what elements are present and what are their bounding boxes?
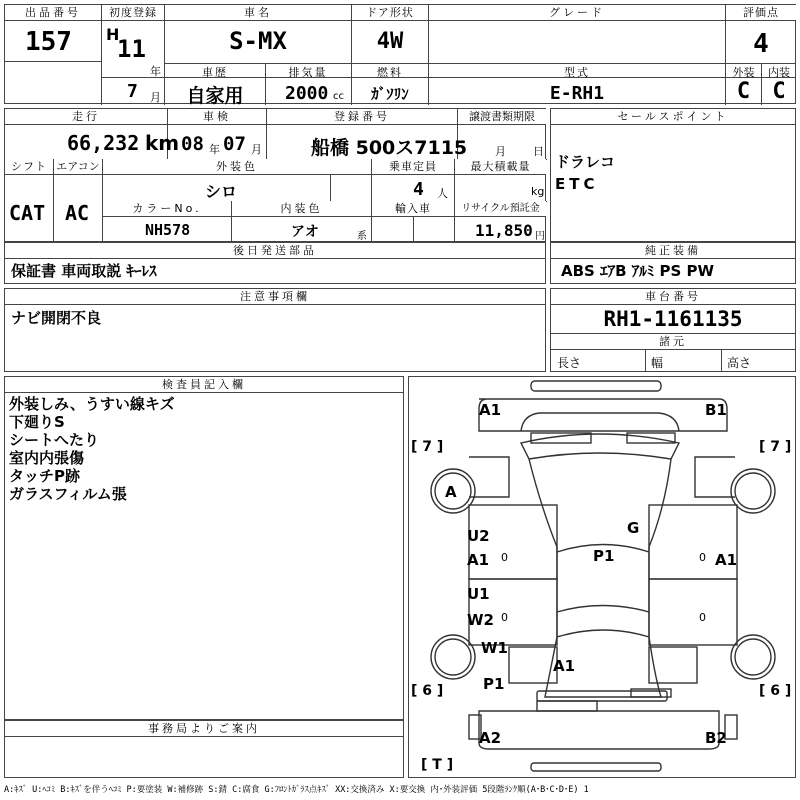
shift-label: シフト — [5, 159, 53, 175]
rear-lamp-right — [631, 689, 671, 697]
first-reg-year: 11 — [117, 35, 146, 63]
mark-zero-right: 0 — [699, 551, 706, 564]
mark-7-right: [ 7 ] — [759, 439, 792, 455]
lot-no: 157 — [25, 27, 72, 57]
equipment-label: 純正装備 — [551, 243, 795, 259]
office-label: 事務局よりご案内 — [5, 721, 403, 737]
header-panel — [4, 4, 796, 107]
int-color: アオ — [291, 224, 319, 240]
int-color-label: 内装色 — [232, 201, 371, 217]
caution-label: 注意事項欄 — [5, 289, 545, 305]
wheel-front-right — [731, 469, 775, 513]
capacity-unit: 人 — [437, 187, 448, 200]
parts-label: 後日発送部品 — [5, 243, 545, 259]
roof-rear-line — [557, 606, 649, 613]
transfer-label: 譲渡書類期限 — [458, 109, 546, 125]
recycle-label: リサイクル預託金 — [455, 201, 546, 217]
inspector-panel — [4, 376, 404, 720]
roof-shape — [529, 459, 671, 697]
mark-a1-front-left: A1 — [479, 401, 502, 419]
right-rear-door — [649, 579, 737, 645]
inspector-note-5: タッチP跡 — [9, 467, 80, 485]
shift: CAT — [9, 201, 46, 225]
front-bumper-shape — [531, 381, 661, 391]
details-panel — [4, 108, 546, 242]
ext-color: シロ — [205, 182, 238, 201]
caution-panel — [4, 288, 546, 372]
spec-height-label: 高さ — [727, 356, 752, 370]
transfer-month-unit: 月 — [495, 145, 506, 158]
car-name: S-MX — [229, 27, 287, 55]
chassis-number: RH1-1161135 — [603, 307, 743, 331]
mark-zero-left: 0 — [501, 551, 508, 564]
lot-no-label: 出品番号 — [5, 5, 101, 21]
mark-6-left: [ 6 ] — [411, 683, 444, 699]
inspector-note-3: シートへたり — [9, 431, 100, 449]
int-color-unit: 系 — [357, 231, 367, 242]
wheel-rear-left — [431, 635, 475, 679]
rear-lamp-left — [537, 701, 597, 711]
ext-color-label: 外装色 — [103, 159, 371, 175]
history-label: 車歴 — [202, 66, 228, 79]
max-load-unit: kg — [531, 185, 545, 198]
mark-b1-front-right: B1 — [705, 401, 727, 419]
mark-6-right: [ 6 ] — [759, 683, 792, 699]
mark-a1-right-door: A1 — [715, 551, 738, 569]
wheel-front-right-rim — [735, 473, 771, 509]
parts-panel — [4, 242, 546, 284]
inspector-note-2: 下廻りS — [9, 413, 65, 431]
inspection-month: 07 — [223, 133, 246, 155]
rear-window-shape — [537, 691, 667, 701]
mark-u1: U1 — [467, 585, 490, 603]
import-label: 輸入車 — [372, 201, 454, 217]
color-no: NH578 — [145, 221, 191, 239]
mark-b2-rear-right: B2 — [705, 729, 727, 747]
parts-value: 保証書 車両取説 ｷｰﾚｽ — [11, 262, 157, 280]
mark-p1-roof: P1 — [593, 547, 615, 565]
mark-w2: W2 — [467, 611, 494, 629]
hood-arc — [521, 413, 679, 431]
mark-zero-left-rear: 0 — [501, 611, 508, 624]
mark-u2: U2 — [467, 527, 490, 545]
spec-width-label: 幅 — [651, 356, 664, 370]
capacity-label: 乗車定員 — [372, 159, 454, 175]
color-no-label: カラーNo. — [103, 201, 231, 217]
exterior-grade: C — [736, 79, 751, 104]
mark-7-left: [ 7 ] — [411, 439, 444, 455]
spec-length-label: 長さ — [557, 356, 582, 370]
recycle-fee: 11,850 — [475, 221, 533, 240]
fuel-label: 燃料 — [377, 66, 403, 79]
interior-grade: C — [772, 79, 786, 104]
equipment-panel — [550, 242, 796, 284]
model-label: 型式 — [564, 66, 590, 79]
left-rear-quarter — [509, 647, 557, 683]
first-reg-month: 7 — [127, 81, 138, 102]
rear-bumper-shape — [531, 763, 661, 771]
caution-value: ナビ開閉不良 — [11, 309, 102, 327]
chassis-label: 車台番号 — [551, 289, 795, 305]
month-unit: 月 — [150, 91, 161, 104]
damage-legend: A:ｷｽﾞ U:ﾍｺﾐ B:ｷｽﾞを伴うﾍｺﾐ P:要塗装 W:補修跡 S:錆 C:腐食 G:ﾌﾛﾝﾄｶﾞﾗｽ点ｷｽﾞ XX:交換済み X:要交換 内･外装評価 5段階ﾗﾝｸ順(A･B･C･D･E) 1 — [4, 785, 589, 795]
recycle-unit: 円 — [535, 231, 545, 242]
wheel-rear-right — [731, 635, 775, 679]
inspector-note-4: 室内内張傷 — [9, 449, 85, 467]
displacement-unit: cc — [333, 91, 344, 102]
grade-label: グレード — [429, 5, 725, 21]
reg-no-label: 登録番号 — [267, 109, 457, 125]
score-label: 評価点 — [726, 5, 796, 21]
mark-a2-rear-left: A2 — [479, 729, 502, 747]
mileage: 66,232 — [67, 131, 140, 155]
model-code: E-RH1 — [549, 83, 605, 104]
fuel: ｶﾞｿﾘﾝ — [371, 85, 409, 103]
mark-w1: W1 — [481, 639, 508, 657]
windshield-shape — [521, 434, 679, 459]
mark-t: [ T ] — [421, 757, 454, 773]
equipment-value: ABS ｴｱB ｱﾙﾐ PS PW — [561, 262, 715, 280]
damage-diagram-panel — [408, 376, 796, 778]
aircon-label: エアコン — [54, 159, 102, 175]
right-front-fender — [695, 457, 735, 497]
sales-point-panel — [550, 108, 796, 242]
inspector-note-1: 外装しみ、うすい線キズ — [9, 395, 175, 413]
specs-label: 諸元 — [551, 334, 795, 350]
sales-point-1: ドラレコ — [555, 153, 616, 171]
hood-front-shape — [479, 399, 727, 431]
mark-g-windshield: G — [627, 519, 640, 537]
mark-a1-left-door: A1 — [467, 551, 490, 569]
door-type: 4W — [376, 29, 404, 54]
wheel-rear-left-rim — [435, 639, 471, 675]
mileage-label: 走行 — [5, 109, 167, 125]
rear-bumper-area — [479, 711, 719, 749]
era: H — [106, 25, 120, 44]
inspector-note-6: ガラスフィルム張 — [9, 485, 127, 503]
displacement-label: 排気量 — [288, 66, 328, 79]
sales-point-label: セールスポイント — [551, 109, 795, 125]
history: 自家用 — [186, 85, 244, 107]
exterior-label: 外装 — [732, 66, 755, 79]
displacement: 2000 — [285, 83, 329, 104]
sales-point-2: ETC — [555, 175, 599, 193]
office-panel — [4, 720, 404, 778]
wheel-rear-right-rim — [735, 639, 771, 675]
mark-a1-rear: A1 — [553, 657, 576, 675]
door-label: ドア形状 — [352, 5, 428, 21]
insp-month-unit: 月 — [251, 143, 262, 156]
inspection-label: 車検 — [168, 109, 266, 125]
rear-window-line — [557, 630, 649, 637]
transfer-day-unit: 日 — [533, 145, 544, 158]
mark-p1-rear: P1 — [483, 675, 505, 693]
car-name-label: 車名 — [165, 5, 351, 21]
mileage-unit: km — [145, 131, 180, 155]
inspection-year: 08 — [181, 133, 204, 155]
year-unit: 年 — [150, 65, 161, 78]
inspector-label: 検査員記入欄 — [5, 377, 403, 393]
car-diagram — [409, 377, 795, 777]
mark-a-wheel: A — [445, 483, 457, 501]
capacity: 4 — [413, 179, 424, 200]
interior-label: 内装 — [768, 66, 790, 79]
max-load-label: 最大積載量 — [455, 159, 546, 175]
chassis-panel — [550, 288, 796, 372]
score: 4 — [753, 29, 769, 59]
first-reg-label: 初度登録 — [102, 5, 164, 21]
aircon: AC — [65, 201, 90, 225]
insp-year-unit: 年 — [209, 143, 220, 156]
mark-zero-right-rear: 0 — [699, 611, 706, 624]
registration-number: 船橋 500ス7115 — [311, 137, 468, 159]
